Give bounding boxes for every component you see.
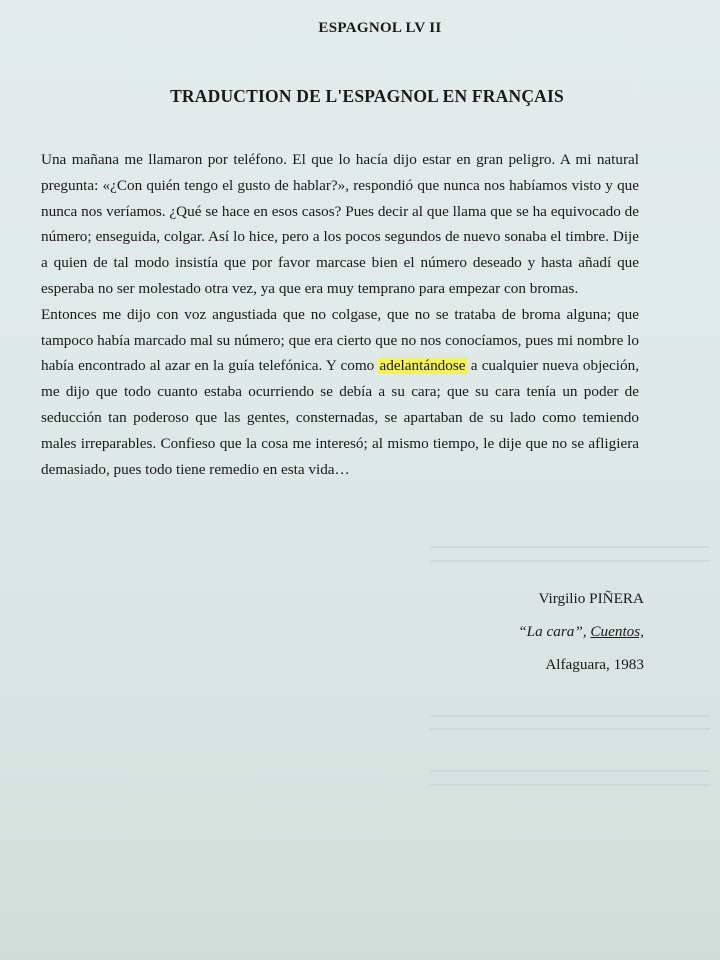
passage [41, 147, 639, 482]
passage-text: Entonces me dijo con voz angustiada que no colgase, que no se trataba de broma alguna; que tampoco había marcado mal su número; que era cierto que no nos conocíamos, pues mi nombre lo había encontrado al azar en la guía telefónica. Y como [41, 305, 639, 375]
bleed-through-line [430, 546, 710, 548]
document-subtitle: TRADUCTION DE L'ESPAGNOL EN FRANÇAIS [170, 86, 564, 106]
citation-work [518, 615, 644, 648]
bleed-through-line [430, 770, 710, 772]
passage-paragraph-2 [41, 302, 639, 483]
bleed-through-line [430, 784, 710, 786]
citation-work-title: “La cara” [518, 623, 583, 640]
document-title: ESPAGNOL LV II [318, 20, 442, 36]
bleed-through-line [430, 728, 710, 730]
citation-publisher: Alfaguara, 1983 [545, 656, 644, 673]
bleed-through-line [430, 715, 710, 717]
citation-separator: , [582, 623, 591, 640]
citation-author: Virgilio PIÑERA [538, 590, 644, 607]
passage-text: a cualquier nueva objeción, me dijo que todo cuanto estaba ocurriendo se debía a su cara; que su cara tenía un poder de seducción tan poderoso que las gentes, consternadas, se apartaban de su lado como temiendo males irreparables. Confieso que la cosa me interesó; al mismo tiempo, le dije que no se afligiera demasiado, pues todo tiene remedio en esta vida… [41, 357, 639, 478]
citation [518, 582, 644, 681]
highlighted-word: adelantándose [379, 357, 466, 375]
citation-collection: Cuentos, [590, 623, 644, 640]
passage-paragraph-1: Una mañana me llamaron por teléfono. El que lo hacía dijo estar en gran peligro. A mi natural pregunta: «¿Con quién tengo el gusto de hablar?», respondió que nunca nos habíamos visto y que nunca nos veríamos. ¿Qué se hace en esos casos? Pues decir al que llama que se ha equivocado de número; enseguida, colgar. Así lo hice, pero a los pocos segundos de nuevo sonaba el timbre. Dije a quien de tal modo insistía que por favor marcase bien el número deseado y hasta añadí que esperaba no ser molestado otra vez, ya que era muy temprano para empezar con bromas. [41, 151, 639, 297]
bleed-through-line [430, 560, 710, 562]
